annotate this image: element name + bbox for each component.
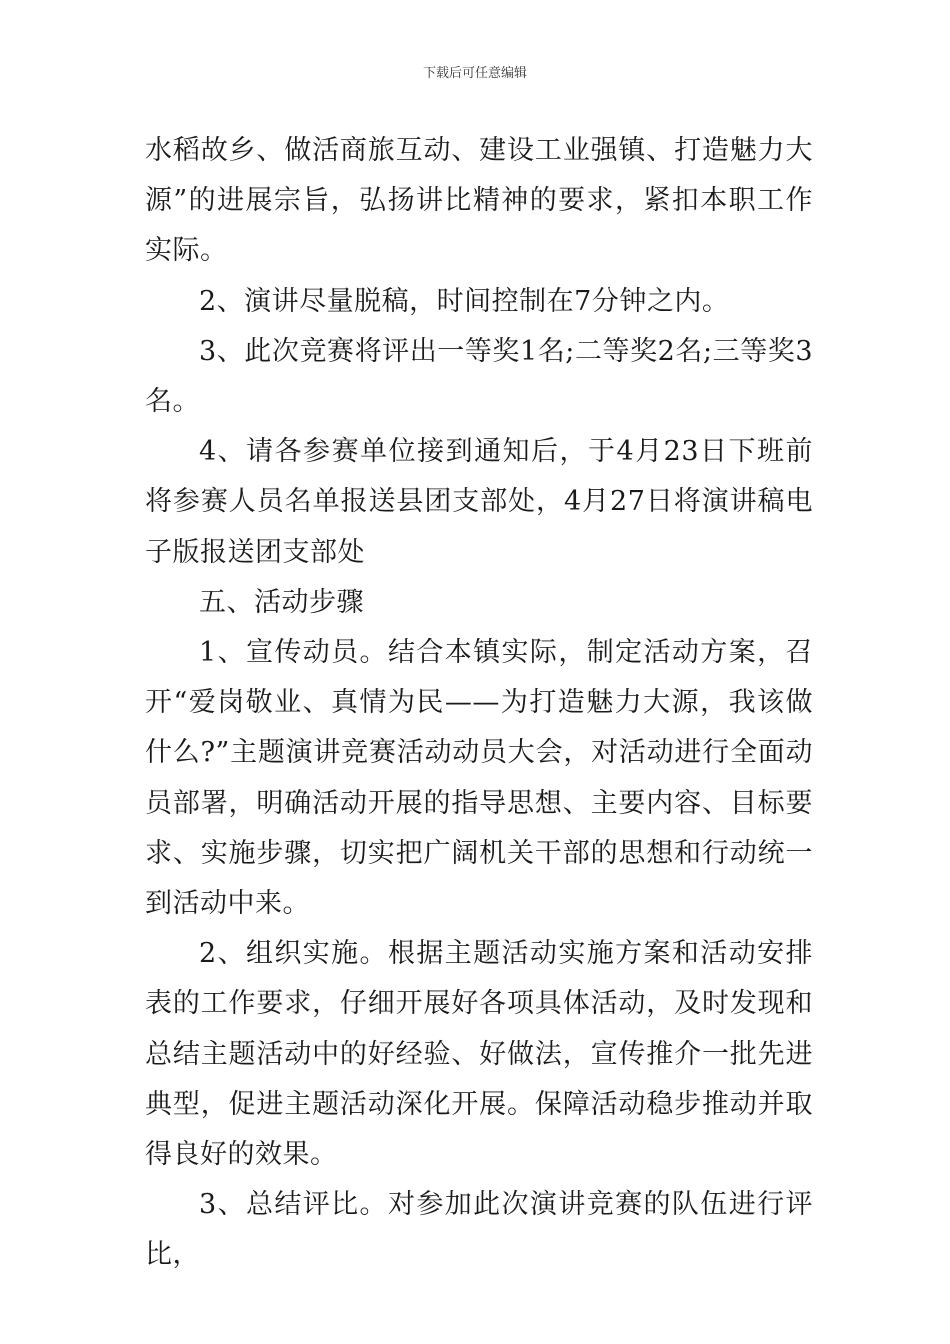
paragraph-step-1: 1、宣传动员。结合本镇实际，制定活动方案，召开“爱岗敬业、真情为民——为打造魅力大源，我该做什么?”主题演讲竞赛活动动员大会，对活动进行全面动员部署，明确活动开展的指导思想、主要内容、目标要求、实施步骤，切实把广阔机关干部的思想和行动统一到活动中来。 [145,637,813,920]
page-header-note: 下载后可任意编辑 [422,66,527,81]
document-body [145,126,813,1281]
section-heading-steps: 五、活动步骤 [199,586,364,618]
paragraph-item-2: 2、演讲尽量脱稿，时间控制在7分钟之内。 [199,285,730,317]
paragraph-step-2: 2、组织实施。根据主题活动实施方案和活动安排表的工作要求，仔细开展好各项具体活动，及时发现和总结主题活动中的好经验、好做法，宣传推介一批先进典型，促进主题活动深化开展。保障活动稳步推动并取得良好的效果。 [145,938,813,1171]
paragraph-item-4: 4、请各参赛单位接到通知后，于4月23日下班前将参赛人员名单报送县团支部处，4月27日将演讲稿电子版报送团支部处 [145,436,813,568]
paragraph-step-3: 3、总结评比。对参加此次演讲竞赛的队伍进行评比， [145,1189,813,1271]
paragraph-continuation: 水稻故乡、做活商旅互动、建设工业强镇、打造魅力大源”的进展宗旨，弘扬讲比精神的要求，紧扣本职工作实际。 [145,135,813,267]
paragraph-item-3: 3、此次竞赛将评出一等奖1名;二等奖2名;三等奖3名。 [145,335,813,418]
